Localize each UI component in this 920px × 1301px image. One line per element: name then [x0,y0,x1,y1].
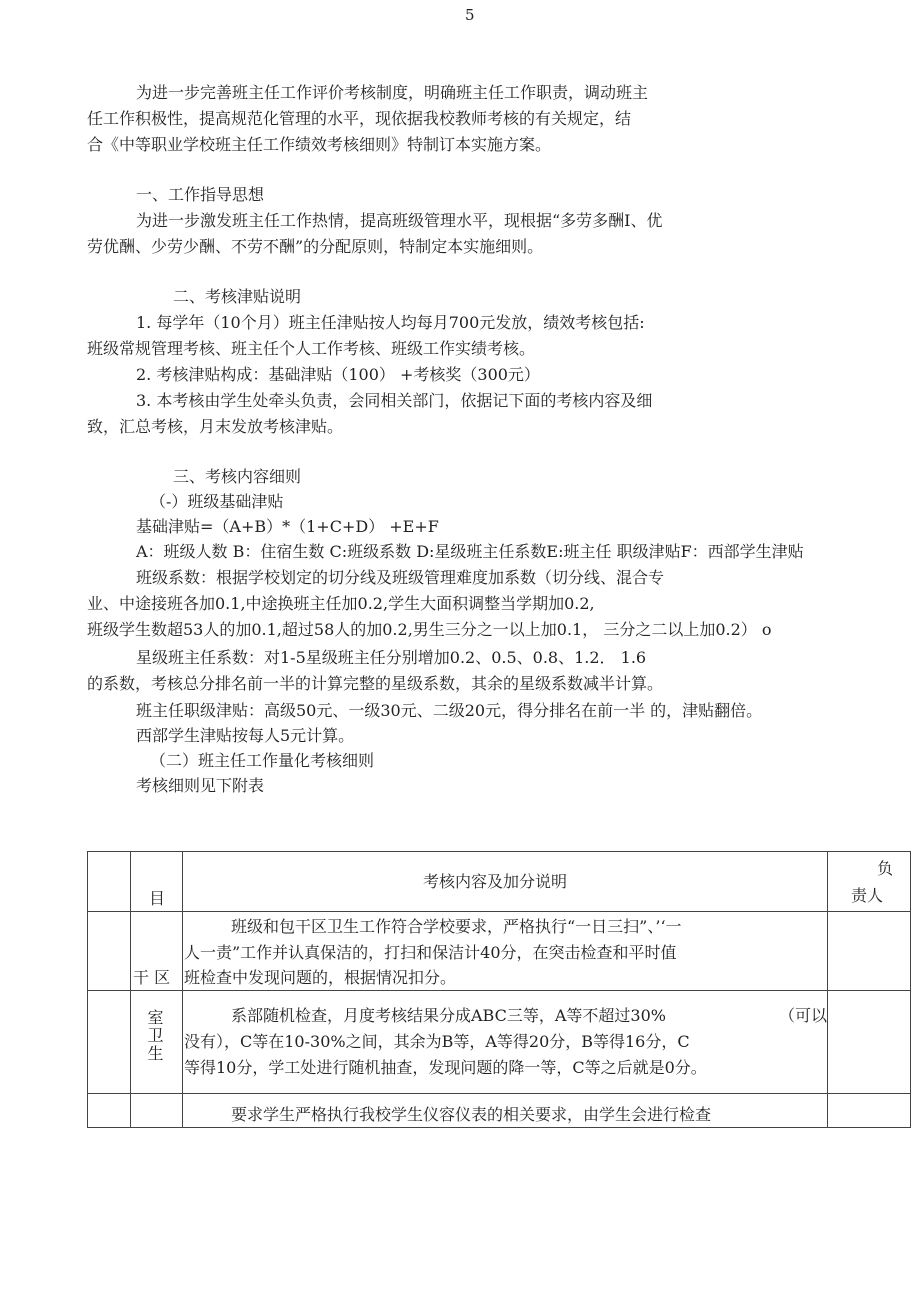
row3-cell-item [131,1094,183,1128]
row2-cell-owner [828,991,911,1094]
row1-cell-index [88,912,131,991]
header-owner-label-1: 负 [877,859,894,878]
west-allowance: 西部学生津贴按每人5元计算。 [136,726,355,745]
class-coef-line-3: 班级学生数超53人的加0.1,超过58人的加0.2,男生三分之一以上加0.1， 三分之二以上加0.2） o [87,620,772,639]
page-number: 5 [465,6,475,24]
header-cell-index [88,852,131,912]
header-cell-owner [828,852,911,912]
section-2-item-3-cont: 致，汇总考核，月末发放考核津贴。 [87,417,344,436]
row3-cell-content [183,1094,828,1128]
section-2-item-1: 1. 每学年（10个月）班主任津贴按人均每月700元发放，绩效考核包括: [136,313,645,332]
intro-line-2: 任工作积极性，提高规范化管理的水平，现依据我校教师考核的有关规定，结 [87,109,632,128]
row3-cell-owner [828,1094,911,1128]
star-coef-line-2: 的系数，考核总分排名前一半的计算完整的星级系数，其余的星级系数减半计算。 [87,674,664,693]
formula: 基础津贴=（A+B）*（1+C+D） +E+F [136,517,439,536]
row3-cell-index [88,1094,131,1128]
header-cell-content [183,852,828,912]
section-3-sub-1: （-）班级基础津贴 [150,492,284,511]
header-content-label: 考核内容及加分说明 [423,872,568,891]
class-coef-line-2: 业、中途接班各加0.1,中途换班主任加0.2,学生大面积调整当学期加0.2, [87,594,595,613]
row2-cell-item [131,991,183,1094]
row2-text-aside: （可以 [779,1006,828,1025]
class-coef-line-1: 班级系数：根据学校划定的切分线及班级管理难度加系数（切分线、混合专 [136,568,665,587]
row3-text: 要求学生严格执行我校学生仪容仪表的相关要求，由学生会进行检查 [231,1105,712,1124]
header-item-label: 目 [149,889,166,908]
section-2-item-1-cont: 班级常规管理考核、班主任个人工作考核、班级工作实绩考核。 [87,339,536,358]
row1-cell-item [131,912,183,991]
section-2-title: 二、考核津贴说明 [173,287,302,306]
table-row [88,912,911,991]
star-coef-line-1: 星级班主任系数：对1-5星级班主任分别增加0.2、0.5、0.8、1.2． 1.6 [136,648,647,667]
row1-text-3: 班检查中发现问题的，根据情况扣分。 [184,968,457,987]
row1-cell-content [183,912,828,991]
rank-allowance: 班主任职级津贴：高级50元、一级30元、二级20元，得分排名在前一半 的，津贴翻倍。 [136,701,763,720]
header-cell-item [131,852,183,912]
section-3-sub-2: （二）班主任工作量化考核细则 [150,751,375,770]
header-owner-label-2: 责人 [851,886,884,905]
row2-cell-content [183,991,828,1094]
row2-item-label: 室卫生 [145,1009,164,1063]
intro-line-3: 合《中等职业学校班主任工作绩效考核细则》特制订本实施方案。 [87,135,552,154]
section-3-title: 三、考核内容细则 [173,467,302,486]
row2-text-1: 系部随机检查，月度考核结果分成ABC三等，A等不超过30% [231,1006,666,1025]
formula-legend: A：班级人数 B：住宿生数 C:班级系数 D:星级班主任系数E:班主任 职级津贴F：西部学生津贴 [136,542,804,561]
row1-text-2: 人一责”工作并认真保洁的，打扫和保洁计40分，在突击检查和平时值 [184,943,677,962]
intro-line-1: 为进一步完善班主任工作评价考核制度，明确班主任工作职责，调动班主 [136,83,649,102]
section-1-line-1: 为进一步激发班主任工作热情，提高班级管理水平，现根据“多劳多酬I、优 [136,211,663,230]
row2-text-3: 等得10分，学工处进行随机抽查，发现问题的降一等，C等之后就是0分。 [184,1058,707,1077]
table-row [88,991,911,1094]
section-1-line-2: 劳优酬、少劳少酬、不劳不酬”的分配原则，特制定本实施细则。 [87,237,544,256]
row2-cell-index [88,991,131,1094]
row2-text-2: 没有），C等在10-30%之间，其余为B等，A等得20分，B等得16分，C [184,1032,690,1051]
table-header-row [88,852,911,912]
row1-text-1: 班级和包干区卫生工作符合学校要求，严格执行“一日三扫”、’‘一 [231,917,682,936]
section-2-item-2: 2. 考核津贴构成：基础津贴（100） +考核奖（300元） [136,365,540,384]
see-table-note: 考核细则见下附表 [136,776,265,795]
table-row [88,1094,911,1128]
assessment-table [87,851,911,1128]
row1-cell-owner [828,912,911,991]
row1-item-label: 干 区 [133,968,171,987]
section-2-item-3: 3. 本考核由学生处牵头负责，会同相关部门，依据记下面的考核内容及细 [136,391,653,410]
section-1-title: 一、工作指导思想 [136,185,265,204]
